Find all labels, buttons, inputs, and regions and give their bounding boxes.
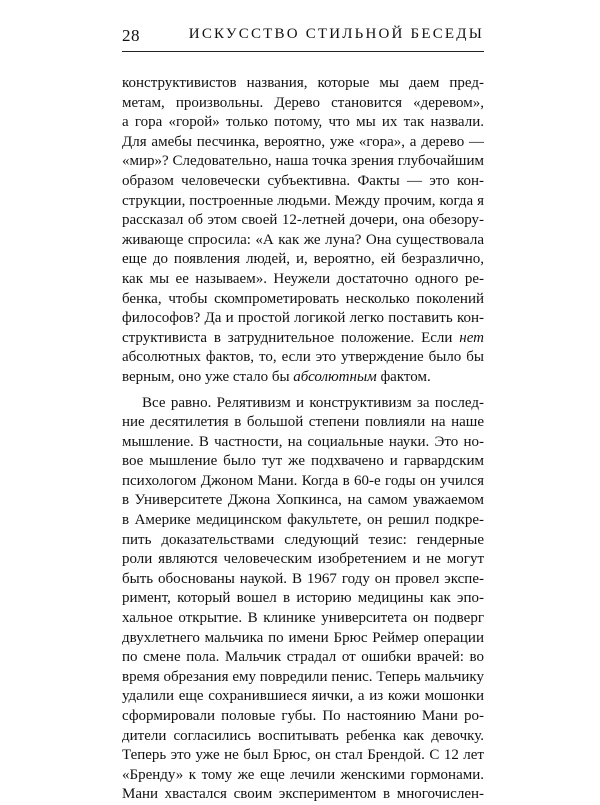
paragraph (122, 394, 484, 805)
text-line: струкции, построенные людьми. Между прочим, когда я (122, 192, 484, 209)
text-line: Теперь это уже не был Брюс, он стал Брендой. С 12 лет (122, 747, 484, 764)
text-line: еще до появления людей, и, вероятно, ей безразлично, (122, 251, 484, 268)
page-header (122, 26, 484, 48)
text-line (122, 329, 484, 349)
text-segment: фактом. (380, 368, 431, 385)
text-line: хальное открытие. В клинике университета он подверг (122, 610, 484, 627)
text-line: «мир»? Следовательно, наша точка зрения глубочайшим (122, 153, 484, 170)
text-line: Для амебы песчинка, вероятно, уже «гора», а дерево — (122, 133, 484, 150)
text-line: дители согласились воспитывать ребенка как девочку. (122, 727, 484, 744)
text-line: живающе спросила: «А как же луна? Она существовала (122, 231, 484, 248)
text-line: удалили еще сохранившиеся яички, а из кожи мошонки (122, 688, 484, 705)
text-line: «Бренду» к тому же еще лечили женскими гормонами. (122, 766, 484, 783)
text-line: конструктивистов названия, которые мы даем пред- (122, 75, 484, 91)
text-line: Все равно. Релятивизм и конструктивизм за послед- (142, 394, 484, 411)
text-line: как мы ее называем». Неужели достаточно одного ре- (122, 270, 484, 287)
text-line: сформировали половые губы. По настоянию Мани ро- (122, 708, 484, 724)
text-line: рассказал об этом своей 12-летней дочери, она обезору- (122, 212, 484, 229)
text-line: время обрезания ему повредили пенис. Теперь мальчику (122, 668, 484, 685)
text-segment: структивиста в затруднительное положение. Если (122, 329, 453, 346)
text-line: роли являются человеческим изобретением и не могут (122, 551, 484, 568)
running-title: ИСКУССТВО СТИЛЬНОЙ БЕСЕДЫ (188, 26, 484, 42)
text-line: бенка, чтобы скомпрометировать несколько поколений (122, 290, 484, 307)
text-line: вое мышление было тут же подхвачено и гарвардским (122, 453, 484, 470)
text-line: абсолютных фактов, то, если это утверждение было бы (122, 349, 484, 366)
text-line: метам, произвольны. Дерево становится «деревом», (122, 94, 484, 111)
text-line: Мани хвастался своим экспериментом в многочислен- (122, 786, 484, 803)
text-line: по смене пола. Мальчик страдал от ошибки врачей: во (122, 649, 484, 666)
text-line: а гора «горой» только потому, что мы их так назвали. (122, 114, 484, 131)
body-text (122, 74, 484, 805)
italic-word: нет (459, 329, 484, 346)
text-line: психологом Джоном Мани. Когда в 60-е годы он учился (122, 472, 484, 489)
text-line: быть обоснованы наукой. В 1967 году он провел экспе- (122, 570, 484, 587)
text-line: образом человечески субъективна. Факты — это кон- (122, 172, 484, 189)
text-line: ние десятилетия в большой степени повлияли на наше (122, 414, 484, 431)
text-line: в Америке медицинском факультете, он решил подкре- (122, 512, 484, 529)
text-line: в Университете Джона Хопкинса, на самом уважаемом (122, 492, 484, 509)
text-line: мышление. В частности, на социальные науки. Это но- (122, 433, 484, 450)
italic-word: абсолютным (293, 368, 377, 385)
text-line: философов? Да и простой логикой легко поставить кон- (122, 310, 484, 327)
text-line (122, 368, 484, 388)
text-line: двухлетнего мальчика по имени Брюс Реймер операции (122, 629, 484, 646)
text-segment: верным, оно уже стало бы (122, 368, 290, 385)
page-number: 28 (122, 26, 140, 45)
text-line: пить доказательствами следующий тезис: гендерные (122, 531, 484, 548)
paragraph (122, 74, 484, 388)
header-rule (122, 51, 484, 52)
text-line: римент, который вошел в историю медицины как эпо- (122, 590, 484, 607)
